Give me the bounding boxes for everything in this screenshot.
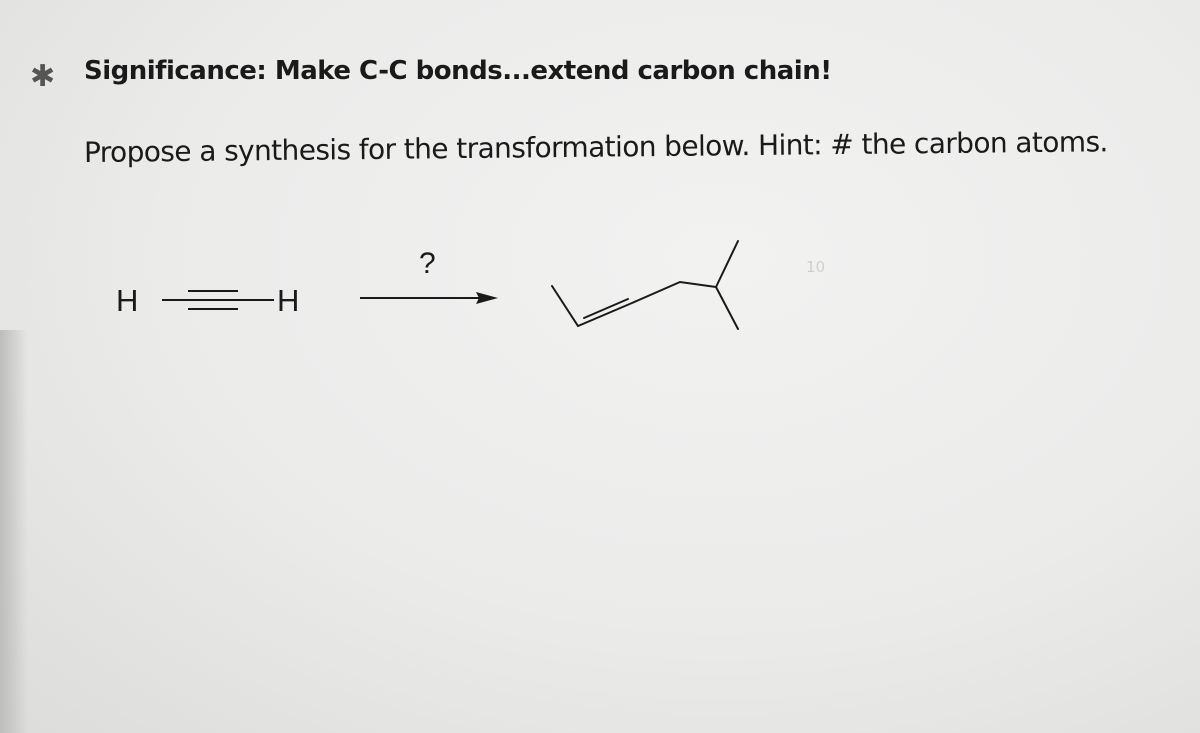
reaction-arrow	[360, 292, 498, 304]
reactant-acetylene	[116, 283, 299, 318]
bleed-through-number: 10	[806, 258, 826, 276]
reactant-left-h: H	[116, 283, 139, 318]
triple-bond	[188, 291, 238, 309]
asterisk-icon: ✱	[30, 59, 56, 94]
product-skeletal-structure	[552, 241, 738, 329]
significance-heading: Significance: Make C-C bonds...extend carbon chain!	[84, 56, 832, 86]
reactant-right-h: H	[277, 283, 300, 318]
arrow-head-icon	[476, 292, 498, 304]
product-main-chain	[552, 282, 716, 326]
question-prompt: Propose a synthesis for the transformation below. Hint: # the carbon atoms.	[83, 125, 1108, 169]
arrow-label-question-mark: ?	[419, 247, 436, 280]
product-branch	[716, 241, 738, 329]
